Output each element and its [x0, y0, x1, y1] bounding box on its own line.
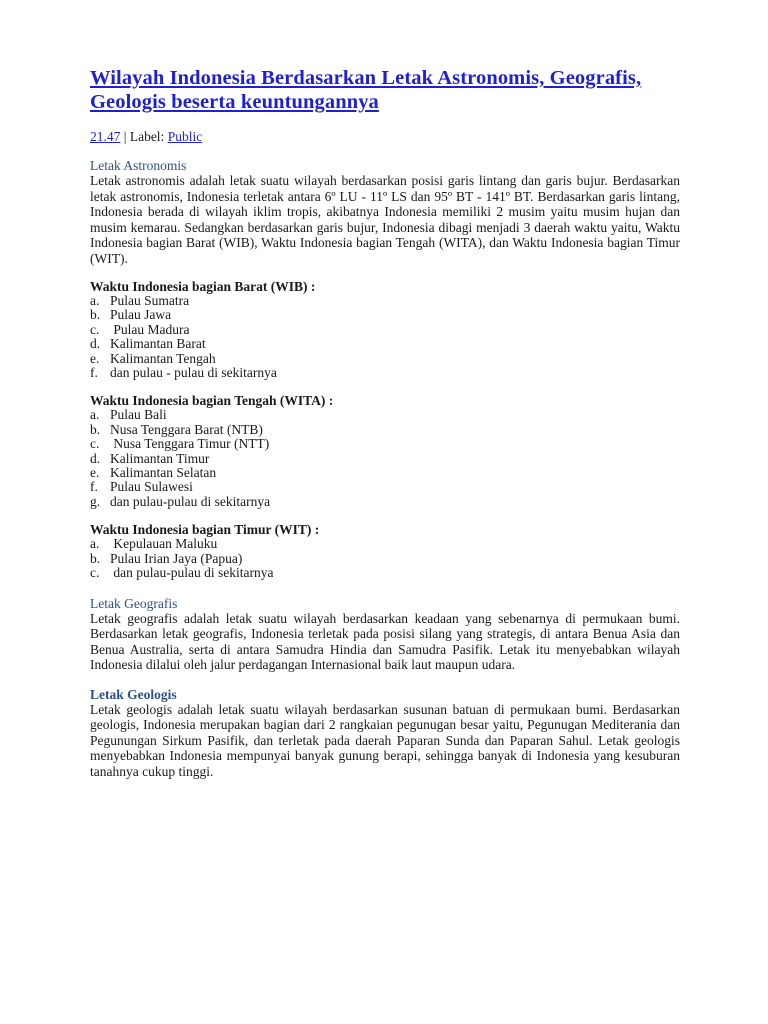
list-item — [90, 437, 680, 451]
list-item — [90, 408, 680, 422]
list-marker: g. — [90, 493, 101, 509]
list-item-text: Nusa Tenggara Timur (NTT) — [110, 436, 270, 452]
post-meta — [90, 129, 680, 145]
list-marker: b. — [90, 550, 101, 566]
list-item — [90, 352, 680, 366]
list-item — [90, 337, 680, 351]
paragraph-letak-astronomis: Letak astronomis adalah letak suatu wilayah berdasarkan posisi garis lintang dan garis bujur. Berdasarkan letak astronomis, Indonesia terletak antara 6º LU - 11º LS dan 95º BT - 141º BT. Berdasarkan garis lintang, Indonesia berada di wilayah iklim tropis, akibatnya Indonesia memiliki 2 musim yaitu musim hujan dan musim kemarau. Sedangkan berdasarkan garis bujur, Indonesia dibagi menjadi 3 daerah waktu yaitu, Waktu Indonesia bagian Barat (WIB), Waktu Indonesia bagian Tengah (WITA), dan Waktu Indonesia bagian Timur (WIT). — [90, 173, 680, 266]
list-marker: b. — [90, 421, 101, 437]
list-item-text: Pulau Bali — [110, 407, 167, 423]
list-item — [90, 308, 680, 322]
list-item-text: Pulau Jawa — [110, 307, 172, 323]
list-item-text: Kalimantan Tengah — [110, 350, 216, 366]
list-item — [90, 294, 680, 308]
list-item — [90, 495, 680, 509]
list-item-text: Kalimantan Barat — [110, 336, 206, 352]
list-item — [90, 566, 680, 580]
heading-letak-astronomis: Letak Astronomis — [90, 158, 187, 173]
post-title-link[interactable]: Wilayah Indonesia Berdasarkan Letak Astronomis, Geografis, Geologis beserta keuntungannya — [90, 67, 642, 113]
list-item — [90, 452, 680, 466]
list-item-text: Kalimantan Timur — [110, 450, 210, 466]
list-item-text: Kalimantan Selatan — [110, 465, 217, 481]
list-item — [90, 366, 680, 380]
heading-letak-geologis: Letak Geologis — [90, 686, 177, 702]
list-marker: c. — [90, 436, 100, 452]
post-time-link[interactable]: 21.47 — [90, 129, 121, 144]
heading-wita: Waktu Indonesia bagian Tengah (WITA) : — [90, 393, 334, 409]
list-wib — [90, 294, 680, 380]
list-wit — [90, 537, 680, 580]
list-marker: f. — [90, 365, 98, 381]
list-item-text: Pulau Madura — [110, 321, 190, 337]
list-marker: a. — [90, 536, 100, 552]
list-item-text: Pulau Irian Jaya (Papua) — [110, 550, 243, 566]
paragraph-letak-geologis: Letak geologis adalah letak suatu wilayah berdasarkan susunan batuan di permukaan bumi. Berdasarkan geologis, Indonesia merupakan bagian dari 2 rangkaian pegunugan besar yaitu, Pegunugan Mediterania dan Pegunungan Sirkum Pasifik, dan terletak pada daerah Paparan Sunda dan Paparan Sahul. Letak geologis menyebabkan Indonesia mempunyai banyak gunung berapi, sehingga banyak di Indonesia yang kesuburan tanahnya cukup tinggi. — [90, 701, 680, 779]
list-item-text: dan pulau-pulau di sekitarnya — [110, 565, 274, 581]
label-public-link[interactable]: Public — [167, 129, 203, 144]
list-marker: b. — [90, 307, 101, 323]
list-item — [90, 323, 680, 337]
list-marker: a. — [90, 293, 100, 308]
list-item — [90, 466, 680, 480]
list-item — [90, 552, 680, 566]
list-marker: e. — [90, 350, 100, 366]
document-page — [90, 66, 680, 779]
list-wita — [90, 408, 680, 509]
list-item-text: Pulau Sumatra — [110, 293, 190, 308]
meta-separator: | — [123, 129, 127, 144]
list-marker: a. — [90, 407, 100, 423]
list-item-text: dan pulau-pulau di sekitarnya — [110, 493, 271, 509]
list-marker: c. — [90, 565, 100, 581]
list-item-text: Kepulauan Maluku — [110, 536, 218, 552]
paragraph-letak-geografis: Letak geografis adalah letak suatu wilayah berdasarkan keadaan yang sebenarnya di permukaan bumi. Berdasarkan letak geografis, Indonesia terletak pada posisi silang yang strategis, di antara Benua Asia dan Benua Australia, serta di antara Samudra Hindia dan Samudra Pasifik. Letak itu menyebabkan wilayah Indonesia dilalui oleh jalur perdagangan Internasional baik laut maupun udara. — [90, 610, 680, 672]
heading-wib: Waktu Indonesia bagian Barat (WIB) : — [90, 279, 316, 294]
list-marker: c. — [90, 321, 100, 337]
list-marker: e. — [90, 465, 100, 481]
list-marker: d. — [90, 450, 101, 466]
list-item — [90, 480, 680, 494]
heading-letak-geografis: Letak Geografis — [90, 595, 178, 611]
list-item — [90, 537, 680, 551]
list-item — [90, 423, 680, 437]
label-prefix: Label: — [129, 129, 165, 144]
list-marker: f. — [90, 479, 98, 495]
list-marker: d. — [90, 336, 101, 352]
heading-wit: Waktu Indonesia bagian Timur (WIT) : — [90, 522, 320, 538]
list-item-text: dan pulau - pulau di sekitarnya — [110, 365, 277, 381]
list-item-text: Nusa Tenggara Barat (NTB) — [110, 421, 263, 437]
list-item-text: Pulau Sulawesi — [110, 479, 193, 495]
